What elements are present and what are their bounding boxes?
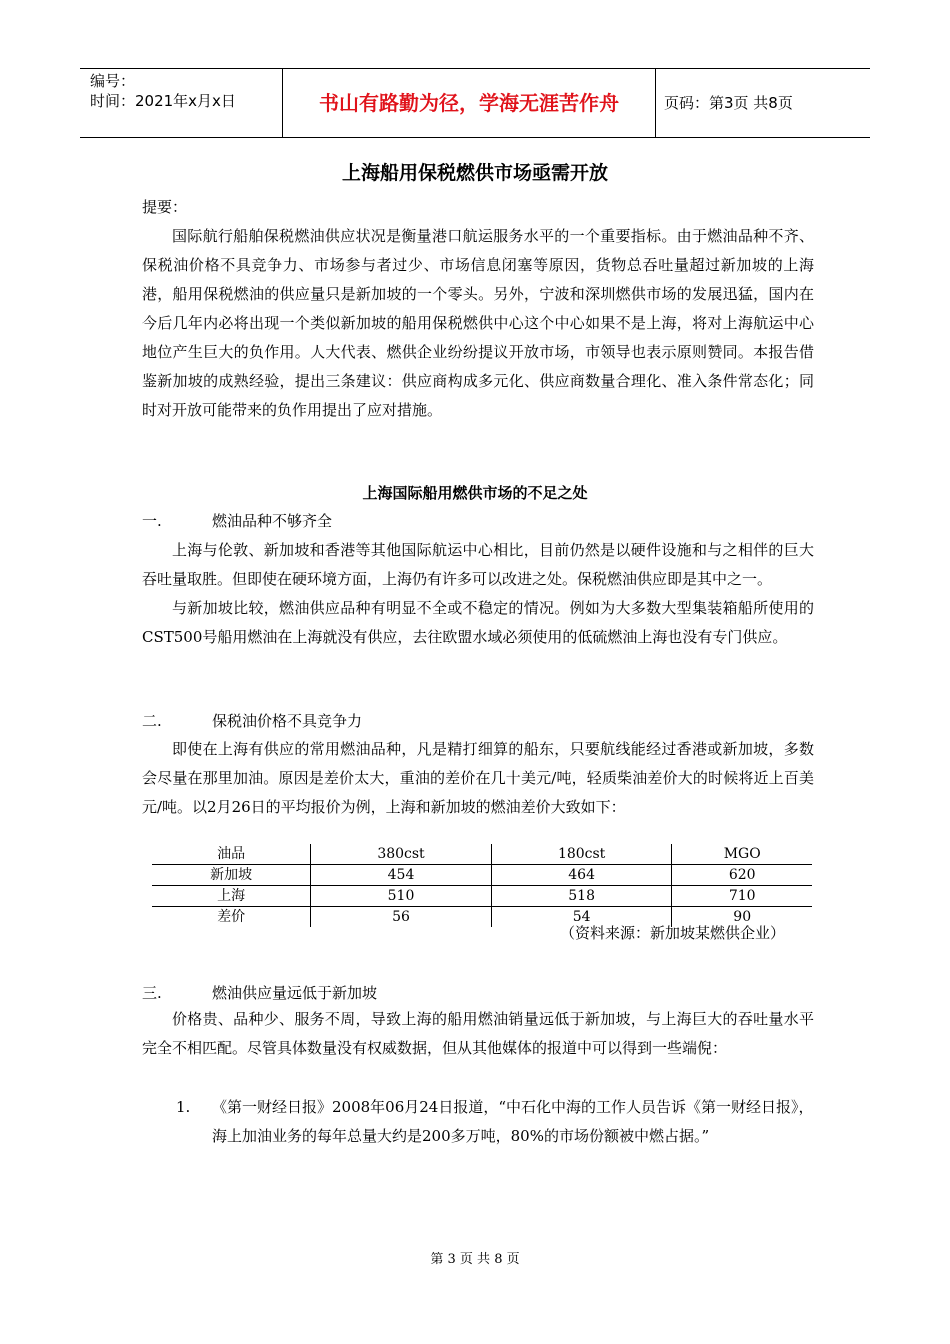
table-cell: 454 xyxy=(311,865,492,886)
section-number: 二. xyxy=(142,712,162,730)
table-header-cell: MGO xyxy=(672,844,812,865)
section-number: 三. xyxy=(142,984,162,1002)
document-header xyxy=(80,68,870,138)
header-page-info: 页码：第3页 共8页 xyxy=(664,94,793,112)
paragraph: 价格贵、品种少、服务不周，导致上海的船用燃油销量远低于新加坡，与上海巨大的吞吐量水平完全不相匹配。尽管具体数量没有权威数据，但从其他媒体的报道中可以得到一些端倪： xyxy=(142,1010,814,1057)
table-cell: 新加坡 xyxy=(152,865,311,886)
table-cell: 710 xyxy=(672,886,812,907)
table-cell: 56 xyxy=(311,907,492,928)
table-cell: 90 xyxy=(672,907,812,928)
table-row xyxy=(152,865,812,886)
paragraph: 上海与伦敦、新加坡和香港等其他国际航运中心相比，目前仍然是以硬件设施和与之相伴的巨大吞吐量取胜。但即使在硬环境方面，上海仍有许多可以改进之处。保税燃油供应即是其中之一。 xyxy=(142,541,814,588)
table-row xyxy=(152,886,812,907)
table-header-row xyxy=(152,844,812,865)
section-1-body xyxy=(142,536,814,652)
table-cell: 54 xyxy=(491,907,672,928)
header-meta xyxy=(80,69,282,137)
section-heading-text: 燃油品种不够齐全 xyxy=(212,512,333,530)
header-motto: 书山有路勤为径，学海无涯苦作舟 xyxy=(282,69,656,137)
code-label: 编号： xyxy=(90,72,136,90)
list-item xyxy=(176,1093,816,1151)
document-title: 上海船用保税燃供市场亟需开放 xyxy=(341,162,608,184)
table-cell: 差价 xyxy=(217,909,246,925)
summary-block xyxy=(142,193,814,425)
table-header-cell: 油品 xyxy=(152,844,311,865)
section-heading-3 xyxy=(142,982,377,1003)
summary-label: 提要： xyxy=(142,198,188,216)
table-cell: 518 xyxy=(491,886,672,907)
list-item-text: 《第一财经日报》2008年06月24日报道，“中石化中海的工作人员告诉《第一财经日报》，海上加油业务的每年总量大约是200多万吨，80%的市场份额被中燃占据。” xyxy=(212,1098,814,1145)
table-header-cell: 380cst xyxy=(311,844,492,865)
table-cell: 620 xyxy=(672,865,812,886)
section-heading-text: 保税油价格不具竞争力 xyxy=(212,712,363,730)
section-3-body xyxy=(142,1005,814,1063)
page-footer: 第 3 页 共 8 页 xyxy=(430,1252,520,1267)
list-item-number: 1. xyxy=(176,1098,191,1116)
time-label: 时间：2021年x月x日 xyxy=(90,92,236,110)
section-heading-1 xyxy=(142,510,332,531)
table-header-cell: 180cst xyxy=(491,844,672,865)
paragraph: 即使在上海有供应的常用燃油品种，凡是精打细算的船东，只要航线能经过香港或新加坡，多数会尽量在那里加油。原因是差价太大，重油的差价在几十美元/吨，轻质柴油差价大的时候将近上百美元/吨。以2月26日的平均报价为例，上海和新加坡的燃油差价大致如下： xyxy=(142,740,814,816)
price-table xyxy=(152,844,812,927)
section-title: 上海国际船用燃供市场的不足之处 xyxy=(362,484,588,502)
summary-paragraph: 国际航行船舶保税燃油供应状况是衡量港口航运服务水平的一个重要指标。由于燃油品种不齐、保税油价格不具竞争力、市场参与者过少、市场信息闭塞等原因，货物总吞吐量超过新加坡的上海港，船用保税燃油的供应量只是新加坡的一个零头。另外，宁波和深圳燃供市场的发展迅猛，国内在今后几年内必将出现一个类似新加坡的船用保税燃供中心这个中心如果不是上海，将对上海航运中心地位产生巨大的负作用。人大代表、燃供企业纷纷提议开放市场，市领导也表示原则赞同。本报告借鉴新加坡的成熟经验，提出三条建议：供应商构成多元化、供应商数量合理化、准入条件常态化；同时对开放可能带来的负作用提出了应对措施。 xyxy=(142,227,814,419)
table-cell: 464 xyxy=(491,865,672,886)
table-cell: 510 xyxy=(311,886,492,907)
table-source-note: （资料来源：新加坡某燃供企业） xyxy=(560,924,786,942)
paragraph: 与新加坡比较，燃油供应品种有明显不全或不稳定的情况。例如为大多数大型集装箱船所使用的CST500号船用燃油在上海就没有供应，去往欧盟水域必须使用的低硫燃油上海也没有专门供应。 xyxy=(142,599,814,646)
section-heading-text: 燃油供应量远低于新加坡 xyxy=(212,984,378,1002)
section-number: 一. xyxy=(142,512,162,530)
table-cell: 上海 xyxy=(152,886,311,907)
section-2-body xyxy=(142,735,814,822)
section-heading-2 xyxy=(142,710,362,731)
